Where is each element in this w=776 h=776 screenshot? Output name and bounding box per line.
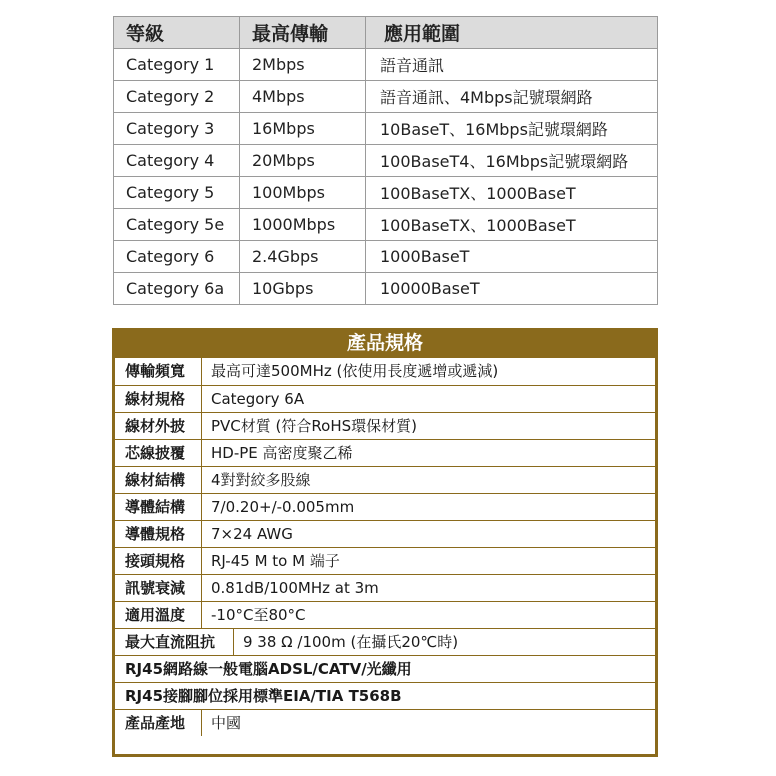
cable-category-table [113,16,658,305]
category-cell: Category 2 [114,81,240,113]
category-cell: Category 5 [114,177,240,209]
application-cell: 語音通訊、4Mbps記號環網路 [366,81,658,113]
max-transmission-cell: 2Mbps [240,49,366,81]
spec-table-body [115,358,655,754]
spec-value: 7/0.20+/-0.005mm [211,498,355,516]
spec-label: 產品產地 [115,710,202,736]
header-max-transmission: 最高傳輸 [240,17,366,49]
max-transmission-cell: 16Mbps [240,113,366,145]
product-spec-table [112,328,658,757]
max-transmission-cell: 20Mbps [240,145,366,177]
category-table-header-row [114,17,658,49]
spec-label: 訊號衰減 [115,575,202,601]
spec-value: RJ-45 M to M 端子 [211,552,340,570]
header-application: 應用範圍 [366,17,658,49]
table-row [114,273,658,305]
spec-value: 中國 [211,714,242,732]
category-cell: Category 3 [114,113,240,145]
spec-row [115,601,655,628]
category-cell: Category 6 [114,241,240,273]
spec-value: Category 6A [211,390,305,408]
table-row [114,81,658,113]
table-row [114,49,658,81]
application-cell: 1000BaseT [366,241,658,273]
max-transmission-cell: 4Mbps [240,81,366,113]
table-row [114,145,658,177]
spec-table-title: 產品規格 [346,332,423,354]
spec-row [115,574,655,601]
spec-row [115,709,655,736]
max-transmission-cell: 10Gbps [240,273,366,305]
header-grade: 等級 [114,17,240,49]
max-transmission-cell: 2.4Gbps [240,241,366,273]
spec-note: RJ45網路線一般電腦ADSL/CATV/光纖用 [125,660,412,678]
spec-row [115,520,655,547]
spec-row [115,493,655,520]
spec-value: PVC材質 (符合RoHS環保材質) [211,417,417,435]
spec-label: 適用溫度 [115,602,202,628]
spec-label: 導體結構 [115,494,202,520]
application-cell: 10BaseT、16Mbps記號環網路 [366,113,658,145]
category-cell: Category 5e [114,209,240,241]
spec-row [115,385,655,412]
spec-value: 7×24 AWG [211,525,293,543]
spec-label: 最大直流阻抗 [115,629,234,655]
table-row [114,241,658,273]
application-cell: 語音通訊 [366,49,658,81]
max-transmission-cell: 100Mbps [240,177,366,209]
spec-label: 芯線披覆 [115,440,202,466]
spec-label: 線材外披 [115,413,202,439]
spec-value: 最高可達500MHz (依使用長度遞增或遞減) [211,362,499,380]
application-cell: 100BaseTX、1000BaseT [366,177,658,209]
category-cell: Category 4 [114,145,240,177]
spec-row [115,358,655,385]
spec-value: HD-PE 高密度聚乙稀 [211,444,353,462]
spec-label: 線材規格 [115,386,202,412]
table-row [114,177,658,209]
category-cell: Category 1 [114,49,240,81]
spec-row [115,628,655,655]
spec-row [115,412,655,439]
max-transmission-cell: 1000Mbps [240,209,366,241]
table-row [114,113,658,145]
spec-label: 傳輸頻寬 [115,358,202,385]
spec-label: 接頭規格 [115,548,202,574]
table-row [114,209,658,241]
application-cell: 100BaseT4、16Mbps記號環網路 [366,145,658,177]
spec-label: 導體規格 [115,521,202,547]
spec-row [115,655,655,682]
category-cell: Category 6a [114,273,240,305]
spec-row [115,682,655,709]
spec-value: -10°C至80°C [211,606,306,624]
spec-note: RJ45接腳腳位採用標準EIA/TIA T568B [125,687,402,705]
application-cell: 100BaseTX、1000BaseT [366,209,658,241]
spec-row [115,439,655,466]
spec-row [115,547,655,574]
spec-value: 9 38 Ω /100m (在攝氏20℃時) [243,633,459,651]
spec-row [115,466,655,493]
spec-value: 4對對絞多股線 [211,471,311,489]
spec-value: 0.81dB/100MHz at 3m [211,579,379,597]
application-cell: 10000BaseT [366,273,658,305]
spec-label: 線材結構 [115,467,202,493]
